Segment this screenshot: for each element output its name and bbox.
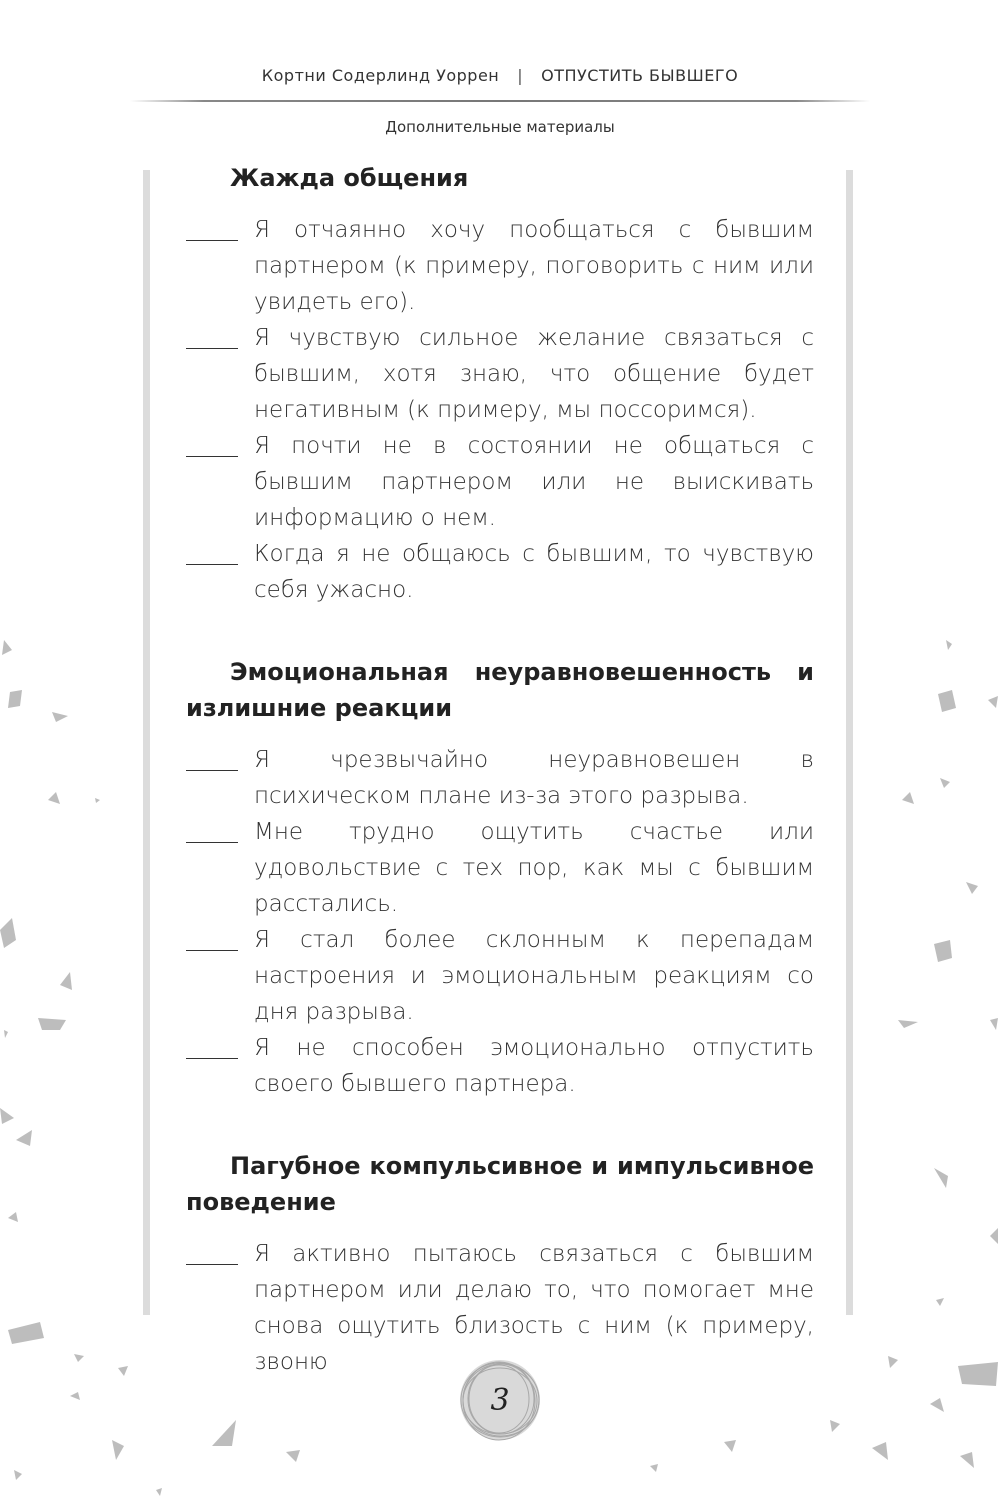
confetti-piece (724, 1440, 736, 1452)
confetti-piece (95, 798, 100, 803)
confetti-piece (938, 690, 956, 712)
confetti-piece (934, 940, 952, 962)
confetti-piece (966, 882, 978, 894)
confetti-piece (650, 1464, 658, 1472)
confetti-piece (0, 918, 16, 948)
confetti-piece (990, 1018, 998, 1030)
confetti-piece (112, 1440, 124, 1460)
confetti-piece (960, 1452, 974, 1468)
confetti-piece (212, 1420, 236, 1446)
confetti-piece (930, 1398, 944, 1412)
confetti-piece (286, 1450, 300, 1462)
confetti-piece (70, 1392, 80, 1400)
item-text: Я не способен эмоционально отпустить своего бывшего партнера. (254, 1035, 814, 1097)
author-name: Кортни Содерлинд Уоррен (261, 66, 500, 85)
confetti-piece (156, 1488, 162, 1496)
confetti-piece (988, 696, 998, 708)
confetti-piece (888, 1356, 898, 1368)
confetti-piece (990, 1228, 998, 1244)
item-text: Я отчаянно хочу пообщаться с бывшим партнером (к примеру, поговорить с ним или увидеть его). (254, 217, 814, 315)
confetti-piece (118, 1366, 128, 1376)
confetti-piece (38, 1018, 66, 1030)
confetti-piece (14, 1470, 22, 1480)
page-number: 3 (490, 1382, 510, 1418)
item-text: Мне трудно ощутить счастье или удовольствие с тех пор, как мы с бывшим расстались. (254, 819, 814, 917)
confetti-piece (946, 640, 952, 650)
confetti-piece (2, 640, 12, 655)
confetti-piece (8, 1212, 18, 1222)
confetti-piece (872, 1442, 888, 1460)
confetti-piece (940, 778, 950, 788)
confetti-piece (898, 1020, 918, 1028)
confetti-piece (958, 1362, 998, 1386)
confetti-piece (8, 1322, 44, 1344)
item-text: Я чрезвычайно неуравновешен в психическом плане из-за этого разрыва. (254, 747, 814, 809)
confetti-piece (8, 690, 22, 708)
section-title: Пагубное компульсивное и импульсивное поведение (186, 1152, 814, 1216)
header-separator: | (517, 66, 524, 85)
confetti-piece (48, 792, 60, 804)
section-title: Жажда общения (230, 164, 469, 192)
confetti-piece (830, 1420, 840, 1432)
confetti-piece (60, 972, 72, 990)
section-label: Дополнительные материалы (385, 118, 615, 136)
item-text: Я чувствую сильное желание связаться с бывшим, хотя знаю, что общение будет негативным (к примеру, мы поссоримся). (254, 325, 814, 423)
confetti-piece (74, 1354, 84, 1362)
confetti-piece (16, 1130, 32, 1146)
item-text: Я почти не в состоянии не общаться с бывшим партнером или не выискивать информацию о нем. (254, 433, 814, 531)
confetti-piece (52, 712, 68, 722)
confetti-piece (936, 1298, 944, 1306)
item-text: Я активно пытаюсь связаться с бывшим партнером или делаю то, что помогает мне снова ощутить близость с ним (к примеру, звоню (254, 1241, 814, 1375)
section-title: Эмоциональная неуравновешенность и излишние реакции (186, 658, 814, 722)
confetti-piece (0, 1108, 14, 1124)
confetti-piece (934, 1168, 948, 1188)
page-number-badge (455, 1355, 545, 1445)
confetti-piece (902, 792, 914, 804)
item-text: Я стал более склонным к перепадам настроения и эмоциональным реакциям со дня разрыва. (254, 927, 814, 1025)
book-title: ОТПУСТИТЬ БЫВШЕГО (541, 66, 739, 85)
item-text: Когда я не общаюсь с бывшим, то чувствую себя ужасно. (254, 541, 814, 603)
confetti-piece (4, 1030, 8, 1038)
